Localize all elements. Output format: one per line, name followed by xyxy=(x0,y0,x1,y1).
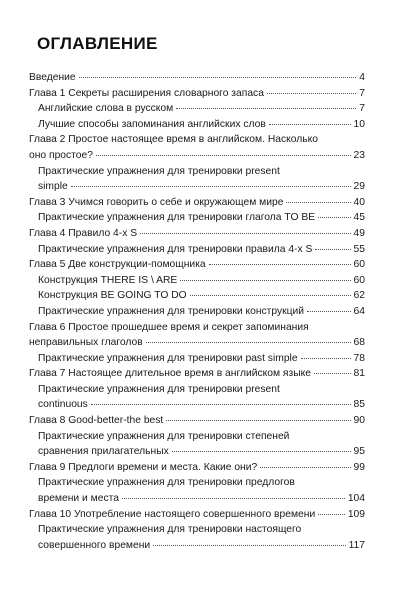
dot-leader xyxy=(166,420,350,421)
toc-entry-text: Глава 8 Good-better-the best xyxy=(29,415,164,427)
toc-entry-line xyxy=(38,397,365,413)
toc-subentry[interactable] xyxy=(29,351,365,367)
dot-leader xyxy=(140,233,350,234)
toc-entry-text: Глава 3 Учимся говорить о себе и окружающем мире xyxy=(29,196,284,208)
dot-leader xyxy=(260,467,350,468)
dot-leader xyxy=(146,342,351,343)
toc-subentry[interactable] xyxy=(29,429,365,460)
page-number: 109 xyxy=(347,508,365,520)
dot-leader xyxy=(269,124,351,125)
dot-leader xyxy=(96,155,351,156)
dot-leader xyxy=(122,498,345,499)
toc-entry-text: Конструкция THERE IS \ ARE xyxy=(38,274,178,286)
toc-entry-line xyxy=(38,491,365,507)
page-number: 68 xyxy=(353,337,365,349)
toc-entry[interactable] xyxy=(29,226,365,242)
toc-entry-text: Практические упражнения для тренировки present xyxy=(38,383,280,395)
dot-leader xyxy=(176,108,356,109)
dot-leader xyxy=(318,217,350,218)
page-number: 85 xyxy=(353,399,365,411)
page-number: 117 xyxy=(348,539,365,551)
toc-subentry[interactable] xyxy=(29,273,365,289)
toc-entry-text: Конструкция BE GOING TO DO xyxy=(38,290,187,302)
toc-entry-line xyxy=(38,210,365,226)
toc-entry-text: Практические упражнения для тренировки настоящего xyxy=(38,524,302,536)
toc-entry-line xyxy=(29,195,365,211)
toc-entry-text: Глава 1 Секреты расширения словарного запаса xyxy=(29,87,264,99)
toc-entry-line xyxy=(38,429,365,445)
page-number: 49 xyxy=(353,227,365,239)
toc-entry[interactable] xyxy=(29,366,365,382)
toc-subentry[interactable] xyxy=(29,382,365,413)
dot-leader xyxy=(172,451,351,452)
dot-leader xyxy=(286,202,350,203)
page-number: 7 xyxy=(359,87,365,99)
toc-entry[interactable] xyxy=(29,195,365,211)
dot-leader xyxy=(180,280,350,281)
toc-entry-text: Глава 10 Употребление настоящего совершенного времени xyxy=(29,508,316,520)
toc-entry-line xyxy=(38,273,365,289)
toc-subentry[interactable] xyxy=(29,101,365,117)
toc-entry-line xyxy=(38,179,365,195)
page-number: 81 xyxy=(353,368,365,380)
page-number: 95 xyxy=(353,446,365,458)
toc-entry-line xyxy=(38,101,365,117)
toc-entry-line xyxy=(29,366,365,382)
toc-entry[interactable] xyxy=(29,460,365,476)
toc-entry-line xyxy=(38,117,365,133)
toc-entry[interactable] xyxy=(29,70,365,86)
toc-entry-line xyxy=(29,148,365,164)
toc-entry-line xyxy=(38,288,365,304)
page-number: 29 xyxy=(353,181,365,193)
toc-entry-line xyxy=(29,507,365,523)
toc-entry[interactable] xyxy=(29,257,365,273)
dot-leader xyxy=(153,545,345,546)
toc-entry[interactable] xyxy=(29,86,365,102)
toc-entry-line xyxy=(29,460,365,476)
toc-entry-line xyxy=(38,351,365,367)
table-of-contents xyxy=(29,70,365,553)
toc-entry-text: сравнения прилагательных xyxy=(38,446,169,458)
toc-entry-text: Лучшие способы запоминания английских слов xyxy=(38,118,266,130)
toc-entry-text: Практические упражнения для тренировки past simple xyxy=(38,352,298,364)
toc-entry-line xyxy=(38,304,365,320)
dot-leader xyxy=(307,311,350,312)
toc-subentry[interactable] xyxy=(29,304,365,320)
toc-entry-text: Глава 5 Две конструкции-помощника xyxy=(29,259,206,271)
dot-leader xyxy=(91,404,351,405)
page-number: 7 xyxy=(359,103,365,115)
toc-entry-line xyxy=(29,132,365,148)
page-title: ОГЛАВЛЕНИЕ xyxy=(37,34,158,53)
toc-entry-line xyxy=(29,86,365,102)
toc-subentry[interactable] xyxy=(29,522,365,553)
page-number: 99 xyxy=(353,461,365,473)
toc-entry-text: Глава 6 Простое прошедшее время и секрет запоминания xyxy=(29,321,309,333)
toc-entry-text: continuous xyxy=(38,399,88,411)
toc-entry-text: оно простое? xyxy=(29,149,93,161)
toc-entry-line xyxy=(38,242,365,258)
toc-entry-line xyxy=(29,413,365,429)
toc-subentry[interactable] xyxy=(29,475,365,506)
page-number: 23 xyxy=(353,149,365,161)
toc-entry[interactable] xyxy=(29,507,365,523)
toc-entry-line xyxy=(38,475,365,491)
dot-leader xyxy=(267,93,356,94)
toc-entry-text: simple xyxy=(38,181,68,193)
toc-entry-text: Практические упражнения для тренировки предлогов xyxy=(38,477,295,489)
page-number: 90 xyxy=(353,415,365,427)
toc-entry-text: Глава 4 Правило 4-х S xyxy=(29,227,138,239)
toc-entry-text: Практические упражнения для тренировки степеней xyxy=(38,430,290,442)
page-number: 64 xyxy=(353,305,365,317)
toc-entry-text: Практические упражнения для тренировки правила 4-х S xyxy=(38,243,313,255)
page-number: 10 xyxy=(353,118,365,130)
toc-subentry[interactable] xyxy=(29,242,365,258)
page-number: 62 xyxy=(353,290,365,302)
toc-entry-line xyxy=(29,257,365,273)
page-number: 60 xyxy=(353,259,365,271)
toc-entry-text: Глава 9 Предлоги времени и места. Какие они? xyxy=(29,461,258,473)
toc-entry-line xyxy=(38,538,365,554)
page-number: 60 xyxy=(353,274,365,286)
toc-entry-text: неправильных глаголов xyxy=(29,337,143,349)
toc-entry-line xyxy=(29,226,365,242)
dot-leader xyxy=(79,77,357,78)
toc-entry-line xyxy=(29,70,365,86)
dot-leader xyxy=(301,358,351,359)
page-number: 104 xyxy=(347,493,365,505)
toc-entry-text: Глава 2 Простое настоящее время в английском. Насколько xyxy=(29,134,318,146)
toc-entry-text: Глава 7 Настоящее длительное время в английском языке xyxy=(29,368,311,380)
toc-subentry[interactable] xyxy=(29,117,365,133)
page-number: 45 xyxy=(353,212,365,224)
toc-entry-text: Практические упражнения для тренировки present xyxy=(38,165,280,177)
toc-entry-text: Английские слова в русском xyxy=(38,103,174,115)
toc-entry-line xyxy=(38,444,365,460)
dot-leader xyxy=(315,249,350,250)
toc-entry-text: времени и места xyxy=(38,493,119,505)
toc-entry-line xyxy=(38,522,365,538)
toc-entry[interactable] xyxy=(29,320,365,351)
toc-entry-line xyxy=(29,335,365,351)
toc-subentry[interactable] xyxy=(29,210,365,226)
dot-leader xyxy=(71,186,351,187)
toc-subentry[interactable] xyxy=(29,288,365,304)
toc-entry[interactable] xyxy=(29,132,365,163)
toc-entry-text: совершенного времени xyxy=(38,539,151,551)
dot-leader xyxy=(318,514,345,515)
toc-entry-text: Практические упражнения для тренировки глагола TO BE xyxy=(38,212,316,224)
dot-leader xyxy=(190,295,351,296)
toc-entry-line xyxy=(38,164,365,180)
page-number: 55 xyxy=(353,243,365,255)
toc-entry-line xyxy=(29,320,365,336)
toc-entry-text: Практические упражнения для тренировки конструкций xyxy=(38,305,305,317)
dot-leader xyxy=(209,264,351,265)
page-number: 78 xyxy=(353,352,365,364)
toc-subentry[interactable] xyxy=(29,164,365,195)
toc-entry-text: Введение xyxy=(29,72,76,83)
dot-leader xyxy=(314,373,351,374)
page-number: 4 xyxy=(359,72,365,83)
page-number: 40 xyxy=(353,196,365,208)
toc-entry-line xyxy=(38,382,365,398)
toc-entry[interactable] xyxy=(29,413,365,429)
